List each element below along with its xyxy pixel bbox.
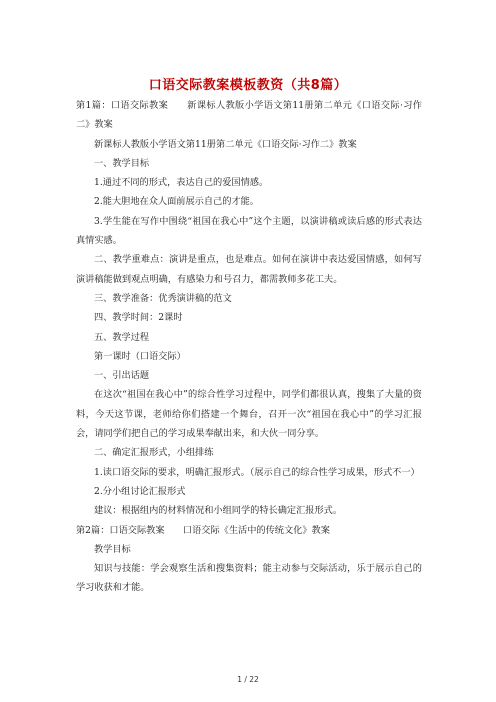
paragraph: 2.能大胆地在众人面前展示自己的才能。 — [94, 196, 259, 208]
paragraph: 一、引出话题 — [94, 370, 150, 382]
paragraph: 建议：根据组内的材料情况和小组同学的特长确定汇报形式。 — [94, 505, 343, 517]
page-number: 1 / 22 — [237, 675, 259, 684]
paragraph: 知识与技能：学会观察生活和搜集资料；能主动参与交际活动，乐于展示自己的学习收获和才能。 — [76, 563, 422, 594]
paragraph: 第1篇：口语交际教案 新课标人教版小学语文第11册第二单元《口语交际·习作二》教案 — [76, 100, 422, 131]
paragraph: 在这次“祖国在我心中”的综合性学习过程中，同学们都很认真，搜集了大量的资料，今天这节课，老师给你们搭建一个舞台，召开一次“祖国在我心中”的学习汇报会，请同学们把自己的学习成果奉献出来，和大伙一同分享。 — [76, 389, 422, 440]
document-body — [76, 96, 422, 598]
document-title: 口语交际教案模板教资（共8篇） — [148, 78, 348, 93]
paragraph: 第2篇：口语交际教案 口语交际《生活中的传统文化》教案 — [76, 524, 330, 536]
paragraph: 三、教学准备：优秀演讲稿的范文 — [94, 292, 232, 304]
paragraph: 1.读口语交际的要求，明确汇报形式。（展示自己的综合性学习成果，形式不一） — [94, 466, 420, 478]
paragraph: 二、教学重难点：演讲是重点，也是难点。如何在演讲中表达爱国情感，如何写演讲稿能做到观点明确，有感染力和号召力，都需教师多花工夫。 — [76, 254, 422, 285]
paragraph: 教学目标 — [94, 543, 131, 555]
paragraph: 第一课时（口语交际） — [94, 350, 186, 362]
paragraph: 四、教学时间：2课时 — [94, 312, 183, 324]
paragraph: 3.学生能在写作中围绕“祖国在我心中”这个主题，以演讲稿或读后感的形式表达真情实感。 — [76, 215, 422, 247]
paragraph: 1.通过不同的形式，表达自己的爱国情感。 — [94, 177, 269, 189]
paragraph: 五、教学过程 — [94, 331, 150, 343]
paragraph: 二、确定汇报形式，小组排练 — [94, 447, 214, 459]
paragraph: 2.分小组讨论汇报形式 — [94, 485, 186, 497]
paragraph: 一、教学目标 — [94, 157, 150, 169]
paragraph: 新课标人教版小学语文第11册第二单元《口语交际·习作二》教案 — [94, 138, 357, 150]
